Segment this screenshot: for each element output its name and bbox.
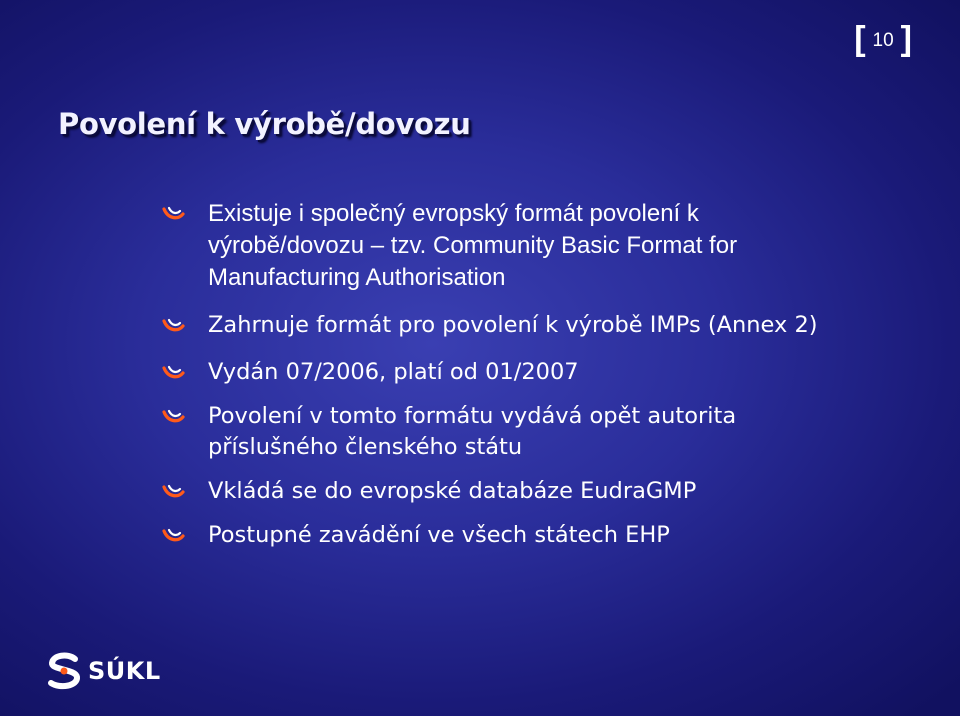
swirl-bullet-icon — [160, 408, 186, 426]
bullet-text: Vkládá se do evropské databáze EudraGMP — [208, 478, 697, 504]
swirl-bullet-icon — [160, 317, 186, 335]
page-number-value: 10 — [872, 30, 894, 51]
bullet-text: Postupné zavádění ve všech státech EHP — [208, 522, 670, 548]
list-item — [160, 401, 860, 463]
swirl-bullet-icon — [160, 527, 186, 545]
sukl-logo-icon — [44, 652, 84, 690]
right-bracket: ] — [900, 20, 912, 58]
list-item — [160, 310, 860, 341]
swirl-bullet-icon — [160, 205, 186, 223]
swirl-bullet-icon — [160, 483, 186, 501]
bullet-text: Vydán 07/2006, platí od 01/2007 — [208, 359, 579, 385]
list-item — [160, 476, 860, 507]
left-bracket: [ — [854, 20, 866, 58]
list-item — [160, 357, 860, 388]
page-number — [854, 22, 912, 56]
sukl-logo — [44, 652, 161, 690]
bullet-text: Zahrnuje formát pro povolení k výrobě IMPs (Annex 2) — [208, 312, 818, 338]
bullet-text: Existuje i společný evropský formát povolení k výrobě/dovozu – tzv. Community Basic Format for Manufacturing Authorisation — [208, 200, 738, 291]
list-item — [160, 198, 860, 294]
bullet-text: Povolení v tomto formátu vydává opět autorita příslušného členského státu — [208, 403, 737, 460]
swirl-bullet-icon — [160, 364, 186, 382]
logo-text: SÚKL — [88, 657, 161, 685]
slide-title: Povolení k výrobě/dovozu — [58, 107, 471, 141]
bullet-list — [160, 198, 860, 567]
list-item — [160, 520, 860, 551]
